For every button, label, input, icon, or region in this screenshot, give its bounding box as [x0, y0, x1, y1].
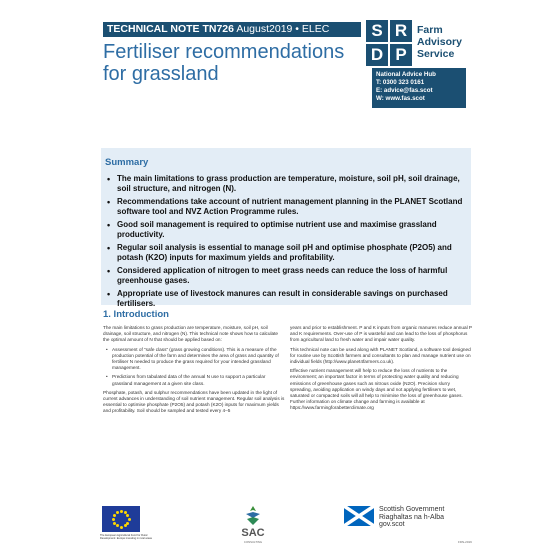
eu-star-icon: [116, 511, 119, 514]
intro-column-left: [103, 325, 285, 418]
eu-fund-caption: The European Agricultural Fund for Rural Development: Europe investing in rural areas: [100, 534, 152, 541]
advice-hub-box: [372, 68, 466, 108]
eu-star-icon: [116, 524, 119, 527]
intro-paragraph: years and prior to establishment. P and K inputs from organic manures reduce annual P and K requirements. Over-use of P is wasteful and can lead to the loss of phosphorus from agricultural land to fresh water and impair water quality.: [290, 325, 472, 343]
summary-item: • Recommendations take account of nutrient management planning in the PLANET Scotland software tool and NVZ Action Programme rules.: [105, 197, 465, 217]
summary-item: • Appropriate use of livestock manures can result in considerable savings on purchased fertilisers.: [105, 289, 465, 309]
eu-star-icon: [120, 526, 123, 529]
saltire-flag-icon: [344, 506, 374, 526]
eu-star-icon: [124, 524, 127, 527]
eu-star-icon: [126, 514, 129, 517]
hub-title: National Advice Hub: [376, 71, 436, 78]
eu-star-icon: [113, 522, 116, 525]
intro-bullet: • Assessment of “safe class” (grass growing conditions). This is a measure of the production potential of the farm and determines the area of grass and quantity of fertiliser N needed to produce the grass required for your intended grassland management.: [103, 347, 285, 372]
intro-bullet: • Predictions from tabulated data of the annual N use to support a particular grassland management at a given site class.: [103, 374, 285, 386]
summary-item: • Good soil management is required to optimise nutrient use and maximise grassland productivity.: [105, 220, 465, 240]
hub-web[interactable]: W: www.fas.scot: [376, 95, 425, 102]
summary-item: • Considered application of nitrogen to meet grass needs can reduce the loss of harmful greenhouse gases.: [105, 266, 465, 286]
hub-email[interactable]: E: advice@fas.scot: [376, 87, 433, 94]
note-code: TECHNICAL NOTE TN726 August2019 • ELEC: [107, 23, 330, 35]
eu-star-icon: [113, 514, 116, 517]
eu-star-icon: [112, 518, 115, 521]
sac-logo: [233, 505, 273, 547]
note-header-band: [103, 22, 361, 37]
footer-logos: [100, 500, 475, 550]
eu-star-icon: [126, 522, 129, 525]
intro-heading: 1. Introduction: [103, 309, 169, 320]
logo-letter: R: [390, 20, 412, 42]
eu-star-icon: [120, 510, 123, 513]
document-ref: FDN-2019: [458, 540, 472, 544]
summary-box: [101, 148, 471, 308]
intro-paragraph: Effective nutrient management will help to reduce the loss of nutrients to the environment; an important factor in terms of protecting water quality and reducing emissions of greenhouse gases such as nitrous oxide (N2O). Precision slurry spreading, avoiding application on windy days and not applying fertilisers to wet, saturated or compacted soils will all help to minimise the loss of greenhouse gases. Further information on climate change and farming is available at https://www.farmingforabetterclimate.org: [290, 368, 463, 411]
srdp-mark: [366, 20, 412, 66]
sac-wordmark: SAC: [241, 527, 265, 539]
intro-paragraph: This technical note can be used along with PLANET Scotland, a software tool designed for routine use by Scottish farmers and consultants to plan and manage nutrient use on individual fields (http://www.planet4farmers.co.uk).: [290, 346, 471, 365]
scottish-government-wordmark: Scottish Government Riaghaltas na h-Alba gov.scot: [379, 506, 445, 529]
eu-star-icon: [128, 518, 131, 521]
summary-item: • The main limitations to grass production are temperature, moisture, soil pH, soil drainage, soil structure, and nitrogen (N).: [105, 174, 465, 194]
intro-paragraph: The main limitations to grass production are temperature, moisture, soil pH, soil drainage, soil structure, and nitrogen (N). This technical note shows how to calculate the optimal amount of N that should be applied based on:: [103, 325, 279, 343]
logo-letter: D: [366, 44, 388, 66]
summary-list: [105, 174, 465, 312]
hub-phone[interactable]: T: 0300 323 0161: [376, 79, 425, 86]
intro-paragraph: Phosphate, potash, and sulphur recommendations have been updated in the light of current advances in understanding of soil nutrient management. Regular soil analysis is essential to optimise phosphate (P2O5) and potash (K2O) inputs for maximum yields and profitability. Soil should be sampled and tested every 4–5: [103, 389, 285, 414]
intro-column-right: [290, 325, 472, 415]
summary-heading: Summary: [105, 157, 149, 168]
logo-letter: S: [366, 20, 388, 42]
sac-subtitle: CONSULTING: [243, 540, 263, 544]
logo-letter: P: [390, 44, 412, 66]
page-title: Fertiliser recommendations for grassland: [103, 41, 345, 85]
fas-logo: [366, 20, 470, 66]
summary-item: • Regular soil analysis is essential to manage soil pH and optimise phosphate (P2O5) and potash (K2O) inputs for maximum yields and profitability.: [105, 243, 465, 263]
eu-flag-icon: [102, 506, 140, 532]
saltire-cross-icon: [243, 505, 263, 527]
fas-wordmark: Farm Advisory Service: [417, 24, 462, 60]
